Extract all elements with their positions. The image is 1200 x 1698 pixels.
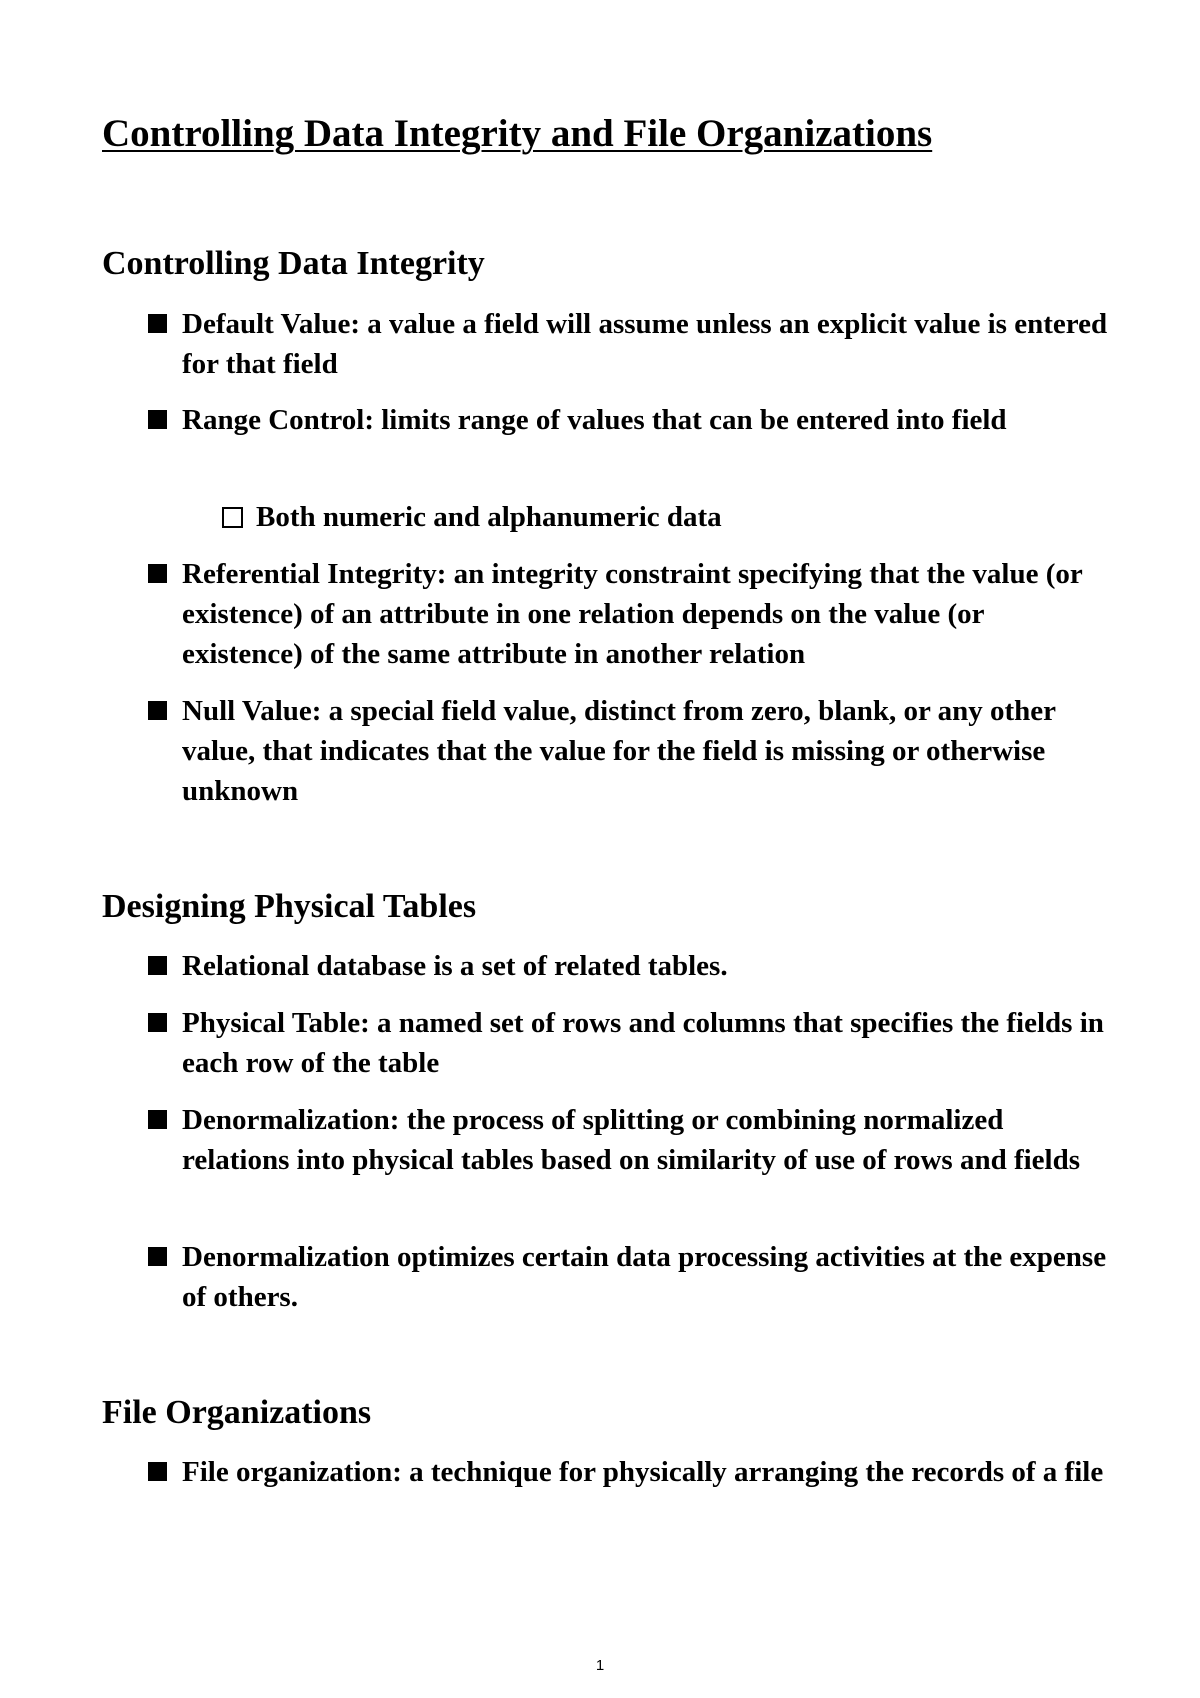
filled-square-bullet-icon — [148, 956, 167, 975]
list-item-text: Range Control: limits range of values that can be entered into field — [182, 404, 1007, 436]
list-item-text: Default Value: a value a field will assume unless an explicit value is entered for that field — [182, 308, 1108, 380]
list-item — [148, 1452, 1108, 1492]
filled-square-bullet-icon — [148, 564, 167, 583]
section-heading-designing-physical-tables: Designing Physical Tables — [102, 888, 477, 925]
list-item-text: Referential Integrity: an integrity constraint specifying that the value (or existence) of an attribute in one relation depends on the value (or existence) of the same attribute in another relation — [182, 558, 1083, 670]
filled-square-bullet-icon — [148, 1110, 167, 1129]
list-item — [148, 946, 1108, 986]
page-number: 1 — [595, 1657, 605, 1674]
list-item-text: Physical Table: a named set of rows and columns that specifies the fields in each row of the table — [182, 1007, 1104, 1079]
sub-list-item — [222, 497, 1102, 537]
list-item — [148, 691, 1108, 811]
list-item-text: Relational database is a set of related tables. — [182, 950, 728, 982]
filled-square-bullet-icon — [148, 1247, 167, 1266]
list-item-text: Null Value: a special field value, distinct from zero, blank, or any other value, that indicates that the value for the field is missing or otherwise unknown — [182, 695, 1056, 807]
list-item — [148, 1100, 1108, 1180]
list-item-text: Denormalization optimizes certain data processing activities at the expense of others. — [182, 1241, 1107, 1313]
list-item — [148, 554, 1108, 674]
document-title: Controlling Data Integrity and File Organizations — [102, 112, 933, 155]
list-item — [148, 400, 1108, 440]
list-item — [148, 1237, 1108, 1317]
section-heading-file-organizations: File Organizations — [102, 1394, 372, 1431]
hollow-square-bullet-icon — [222, 507, 243, 528]
filled-square-bullet-icon — [148, 701, 167, 720]
filled-square-bullet-icon — [148, 410, 167, 429]
list-item — [148, 304, 1108, 384]
list-item — [148, 1003, 1108, 1083]
filled-square-bullet-icon — [148, 1013, 167, 1032]
sub-list-item-text: Both numeric and alphanumeric data — [256, 501, 722, 533]
filled-square-bullet-icon — [148, 1462, 167, 1481]
list-item-text: Denormalization: the process of splitting or combining normalized relations into physical tables based on similarity of use of rows and fields — [182, 1104, 1081, 1176]
section-heading-controlling-data-integrity: Controlling Data Integrity — [102, 245, 485, 282]
filled-square-bullet-icon — [148, 314, 167, 333]
list-item-text: File organization: a technique for physically arranging the records of a file — [182, 1456, 1104, 1488]
